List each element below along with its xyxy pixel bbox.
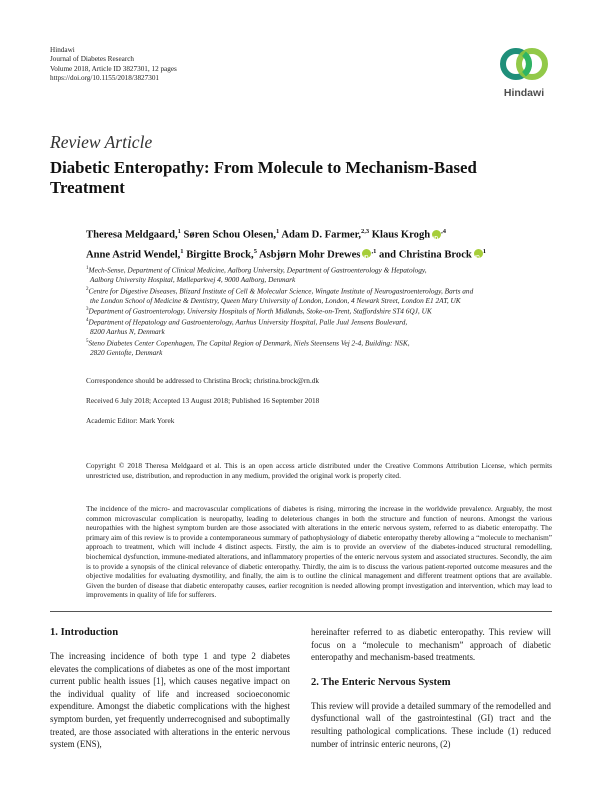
author-line-2 <box>86 244 556 264</box>
author-name[interactable]: Klaus Krogh <box>371 229 431 241</box>
journal-metadata <box>50 46 177 83</box>
affiliation-text-cont: Aalborg University Hospital, Mølleparkvej 4, 9000 Aalborg, Denmark <box>90 275 296 285</box>
article-type: Review Article <box>50 132 153 152</box>
publisher-name: Hindawi <box>50 46 75 54</box>
hindawi-logo-text: Hindawi <box>503 87 545 99</box>
affiliation-text: Centre for Digestive Diseases, Blizard Institute of Cell & Molecular Science, Wingate Institute of Neurogastroenterology, Barts and <box>88 286 474 296</box>
affiliation-text-cont: 2820 Gentofte, Denmark <box>90 347 163 357</box>
body-paragraph: This review will provide a detailed summary of the remodelled and dysfunctional wall of the gastrointestinal (GI) tract and the resulting pathological complications. These include (1) reduced number of intrinsic enteric neurons, (2) <box>311 700 551 749</box>
correspondence-note: Correspondence should be addressed to Christina Brock; christina.brock@rn.dk <box>86 376 320 385</box>
author-line-1 <box>86 224 556 244</box>
affiliation-item <box>86 285 556 306</box>
journal-name: Journal of Diabetes Research <box>50 55 135 64</box>
hindawi-logo <box>496 42 552 102</box>
author-affiliation-sup: 5 <box>253 247 257 255</box>
volume-info: Volume 2018, Article ID 3827301, 12 pages <box>50 64 177 73</box>
orcid-icon[interactable] <box>474 249 483 258</box>
affiliation-text: Steno Diabetes Center Copenhagen, The Capital Region of Denmark, Niels Steensens Vej 2-4, Building: NSK, <box>88 338 410 348</box>
article-title: Diabetic Enteropathy: From Molecule to Mechanism-Based Treatment <box>50 158 477 197</box>
affiliation-item <box>86 337 556 358</box>
body-paragraph: The increasing incidence of both type 1 and type 2 diabetes elevates the complications of diabetes as one of the most important current public health issues [1], which causes negative impact on the individual quality of life and increased socioeconomic expenditure. Amongst the diabetic complications with the highest symptom burden, yet frequently underrecognised and suboptimally treated, are those associated with alterations in the enteric nervous system (ENS), <box>50 651 290 750</box>
affiliation-item <box>86 305 556 316</box>
body-paragraph: hereinafter referred to as diabetic enteropathy. This review will focus on a “molecule to mechanism” approach of diabetic enteropathy and mechanism-based treatments. <box>311 627 551 663</box>
section-divider <box>50 611 552 612</box>
orcid-icon[interactable] <box>362 249 371 258</box>
author-affiliation-sup: ,1 <box>371 247 377 255</box>
affiliation-text-cont: the London School of Medicine & Dentistry, Queen Mary University of London, London, 4 Newark Street, London E1 2AT, UK <box>90 295 461 305</box>
author-name[interactable]: and Christina Brock <box>378 249 472 261</box>
affiliation-text: Mech-Sense, Department of Clinical Medicine, Aalborg University, Department of Gastroenterology & Hepatology, <box>88 265 427 275</box>
affiliation-text: Department of Hepatology and Gastroenterology, Aarhus University Hospital, Palle Juul Jensens Boulevard, <box>88 317 408 327</box>
author-name[interactable]: Theresa Meldgaard, <box>86 229 178 241</box>
author-name[interactable]: Søren Schou Olesen, <box>183 229 277 241</box>
abstract-text: The incidence of the micro- and macrovascular complications of diabetes is rising, mirroring the increase in the worldwide prevalence. Arguably, the most common microvascular complication is neuropathy, leading to deleterious changes in both the structure and function of neurons. Amongst the various neuropathies with the highest symptom burden are those associated with alterations in the enteric nervous system, referred to as diabetic enteropathy. The primary aim of this review is to provide a contemporaneous summary of pathophysiology of diabetic enteropathy thereby allowing a “molecule to mechanism” approach to treatment, which will include 4 distinct aspects. Firstly, the aim is to provide an overview of the diabetes-induced structural remodelling, biochemical dysfunction, immune-mediated alterations, and inflammatory properties of the enteric nervous system and associated structures. Secondly, the aim is to provide a synopsis of the clinical relevance of diabetic enteropathy. Thirdly, the aim is to discuss the various patient-reported outcome measures and the objective modalities for evaluating dysmotility, and finally, the aim is to outline the clinical management and different treatment options that are available. Given the burden of disease that diabetic enteropathy causes, earlier recognition is needed allowing prompt investigation and intervention, which may lead to improvements in quality of life for sufferers. <box>86 504 552 600</box>
affiliation-number: 1 <box>86 266 89 271</box>
author-affiliation-sup: 1 <box>177 228 181 235</box>
orcid-icon[interactable] <box>432 230 441 239</box>
affiliation-item <box>86 264 556 285</box>
affiliation-number: 3 <box>86 307 89 313</box>
author-affiliation-sup: ,4 <box>441 228 447 235</box>
copyright-notice: Copyright © 2018 Theresa Meldgaard et al. This is an open access article distributed under the Creative Commons Attribution License, which permits unrestricted use, distribution, and reproduction in any medium, provided the original work is properly cited. <box>86 461 552 480</box>
affiliation-item <box>86 316 556 337</box>
author-affiliation-sup: 1 <box>180 247 184 255</box>
publication-dates: Received 6 July 2018; Accepted 13 August 2018; Published 16 September 2018 <box>86 396 320 405</box>
author-name[interactable]: Adam D. Farmer, <box>281 229 361 241</box>
author-affiliation-sup: 1 <box>482 247 487 255</box>
affiliation-number: 2 <box>86 286 89 292</box>
author-affiliation-sup: 1 <box>276 228 280 235</box>
doi-link[interactable]: https://doi.org/10.1155/2018/3827301 <box>50 73 160 82</box>
section-heading-enteric-nervous-system: 2. The Enteric Nervous System <box>311 676 451 688</box>
body-column-right <box>311 626 551 760</box>
author-name[interactable]: Birgitte Brock, <box>186 249 254 261</box>
hindawi-logo-mark-icon <box>496 42 552 86</box>
affiliation-number: 5 <box>86 338 89 344</box>
body-column-left <box>50 626 290 761</box>
affiliation-text-cont: 8200 Aarhus N, Denmark <box>90 327 165 337</box>
author-name[interactable]: Anne Astrid Wendel, <box>86 249 181 261</box>
affiliation-number: 4 <box>86 318 89 324</box>
author-affiliation-sup: 2,3 <box>361 228 370 235</box>
academic-editor: Academic Editor: Mark Yorek <box>86 416 175 425</box>
affiliation-list <box>86 264 556 357</box>
section-heading-introduction: 1. Introduction <box>50 627 119 638</box>
author-name[interactable]: Asbjørn Mohr Drewes <box>259 249 361 261</box>
author-list <box>86 224 556 263</box>
affiliation-text: Department of Gastroenterology, University Hospitals of North Midlands, Stoke-on-Trent, Staffordshire ST4 6QJ, UK <box>88 306 432 316</box>
